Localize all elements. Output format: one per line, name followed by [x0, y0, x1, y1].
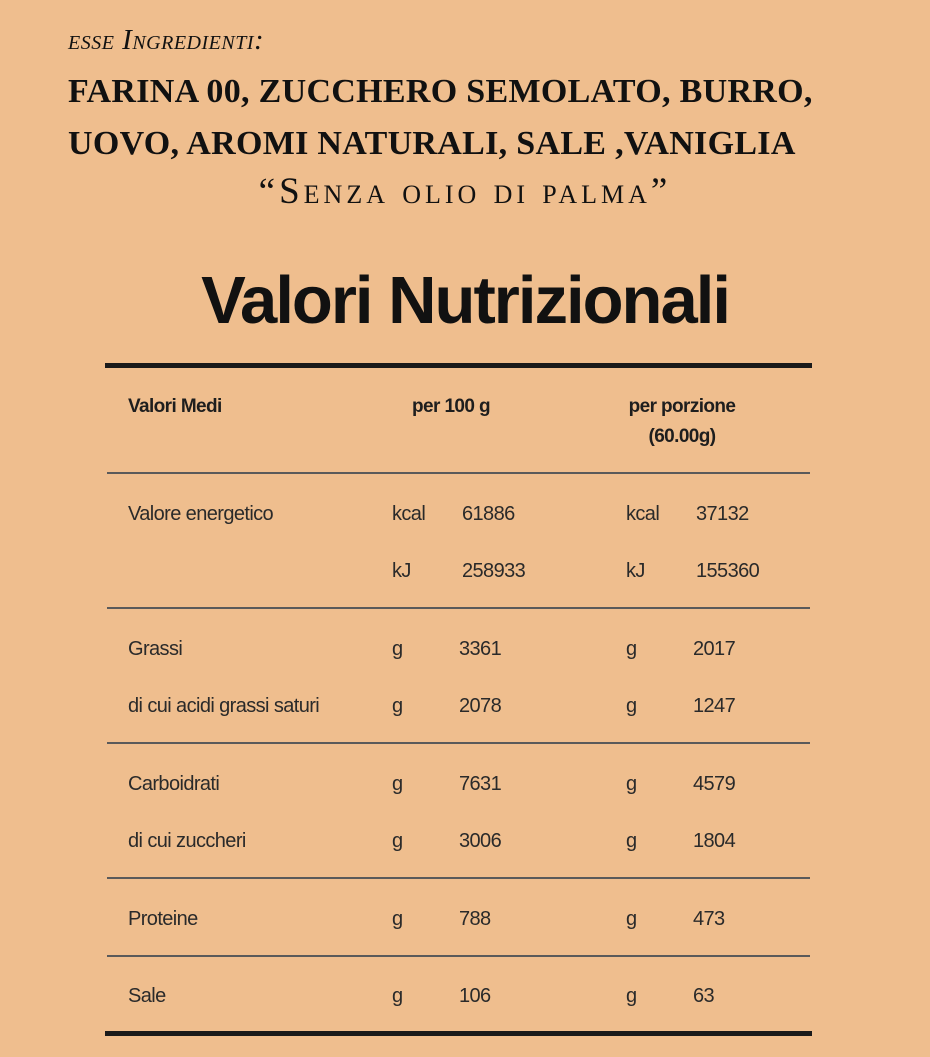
value-100-carbs: 7631 — [459, 773, 502, 795]
row-label-saturated-fats: di cui acidi grassi saturi — [128, 695, 320, 717]
value-100-kcal: 61886 — [462, 503, 515, 525]
row-label-energy: Valore energetico — [128, 503, 274, 525]
table-rule — [107, 472, 810, 474]
value-portion-fats: 2017 — [693, 638, 736, 660]
unit-portion-proteins: g — [626, 908, 637, 930]
unit-100-carbs: g — [392, 773, 403, 795]
unit-portion-salt: g — [626, 985, 637, 1007]
value-portion-salt: 63 — [693, 985, 715, 1007]
header-valori-medi: Valori Medi — [128, 396, 222, 417]
value-100-proteins: 788 — [459, 908, 491, 930]
table-rule — [107, 607, 810, 609]
table-rule — [107, 742, 810, 744]
unit-portion-sugars: g — [626, 830, 637, 852]
row-label-fats: Grassi — [128, 638, 183, 660]
unit-100-sugars: g — [392, 830, 403, 852]
unit-100-kcal: kcal — [392, 503, 426, 525]
row-label-sugars: di cui zuccheri — [128, 830, 246, 852]
header-portion-size: (60.00g) — [648, 426, 716, 447]
row-label-salt: Sale — [128, 985, 166, 1007]
value-portion-carbs: 4579 — [693, 773, 736, 795]
nutrition-title: Valori Nutrizionali — [201, 263, 729, 338]
value-portion-kj: 155360 — [696, 560, 760, 582]
value-100-fats: 3361 — [459, 638, 502, 660]
header-per-100g: per 100 g — [412, 396, 491, 417]
ingredients-list — [68, 66, 888, 170]
value-100-kj: 258933 — [462, 560, 526, 582]
value-100-saturated: 2078 — [459, 695, 502, 717]
unit-portion-fats: g — [626, 638, 637, 660]
value-portion-proteins: 473 — [693, 908, 725, 930]
value-portion-saturated: 1247 — [693, 695, 736, 717]
unit-100-fats: g — [392, 638, 403, 660]
value-100-sugars: 3006 — [459, 830, 502, 852]
value-portion-kcal: 37132 — [696, 503, 749, 525]
unit-100-salt: g — [392, 985, 403, 1007]
table-bottom-rule — [105, 1031, 812, 1036]
row-label-proteins: Proteine — [128, 908, 198, 930]
unit-100-proteins: g — [392, 908, 403, 930]
row-label-carbs: Carboidrati — [128, 773, 220, 795]
table-rule — [107, 955, 810, 957]
unit-100-saturated: g — [392, 695, 403, 717]
no-palm-oil-claim: “Senza olio di palma” — [258, 171, 672, 212]
table-top-rule — [105, 363, 812, 368]
ingredients-line-2: UOVO, AROMI NATURALI, SALE ,VANIGLIA — [68, 125, 796, 162]
unit-portion-kj: kJ — [626, 560, 645, 582]
unit-portion-carbs: g — [626, 773, 637, 795]
unit-100-kj: kJ — [392, 560, 411, 582]
header-per-porzione: per porzione — [628, 396, 736, 417]
value-100-salt: 106 — [459, 985, 491, 1007]
ingredients-label: esse Ingredienti: — [68, 24, 265, 56]
ingredients-line-1: FARINA 00, ZUCCHERO SEMOLATO, BURRO, — [68, 73, 813, 110]
unit-portion-kcal: kcal — [626, 503, 660, 525]
value-portion-sugars: 1804 — [693, 830, 736, 852]
unit-portion-saturated: g — [626, 695, 637, 717]
table-rule — [107, 877, 810, 879]
